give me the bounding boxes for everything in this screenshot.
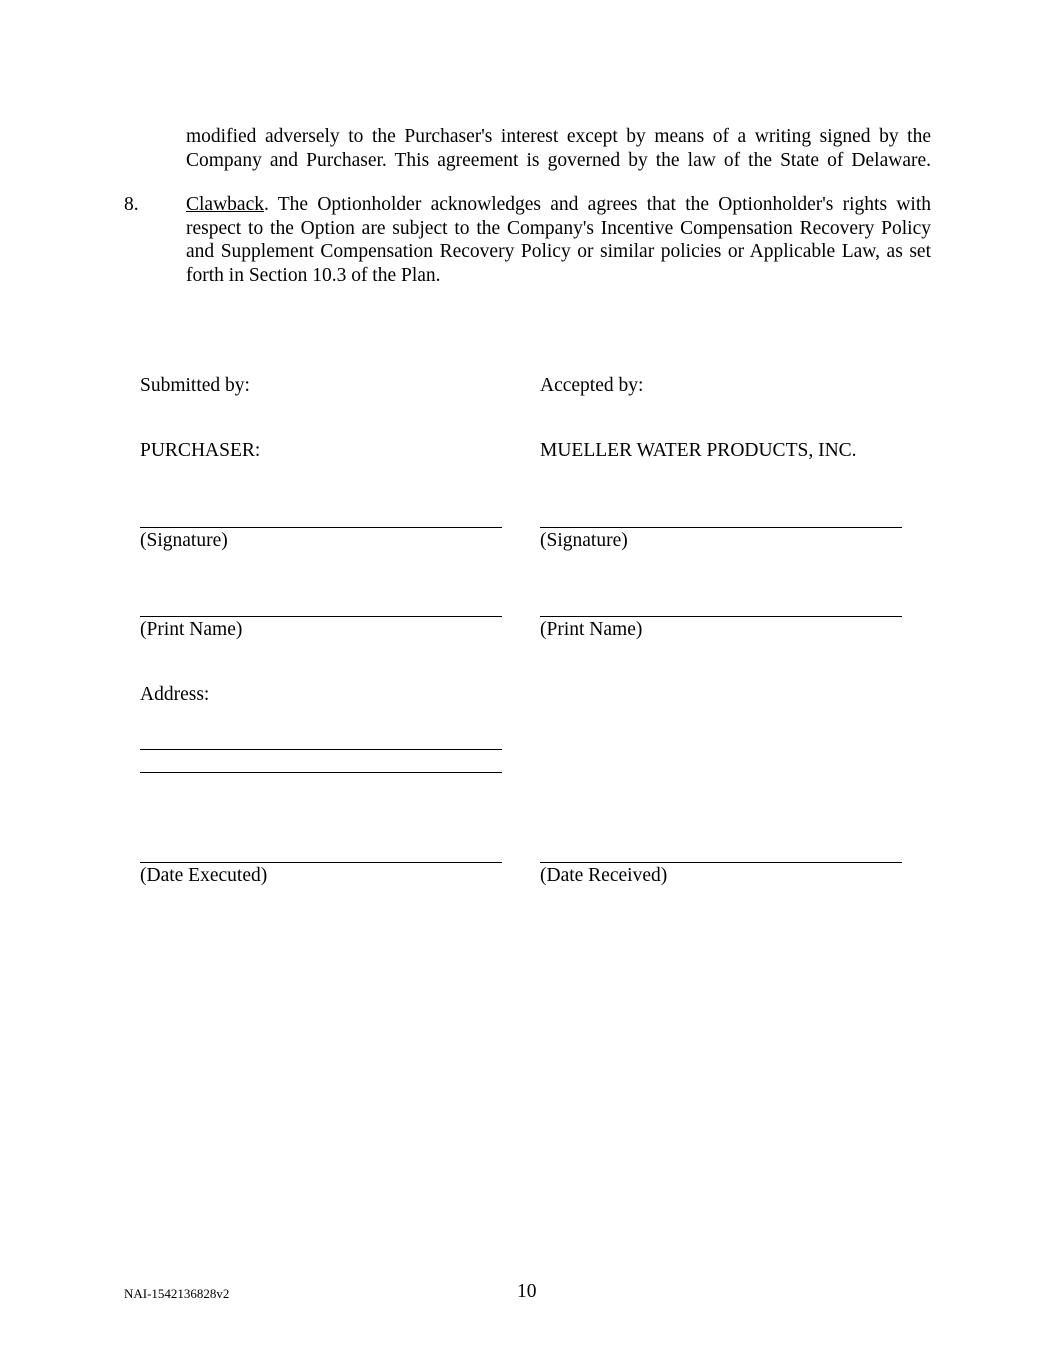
purchaser-print-name-caption: (Print Name) bbox=[140, 619, 243, 640]
document-id: NAI-1542136828v2 bbox=[124, 1286, 230, 1301]
section-8-text: . The Optionholder acknowledges and agrees that the Optionholder's rights with respect to the Option are subject to the Company's Incentive Compensation Recovery Policy and Supplement Compensation Recovery Policy or similar policies or Applicable Law, as set forth in Section 10.3 of the Plan. bbox=[186, 194, 931, 287]
accepted-by-label: Accepted by: bbox=[540, 375, 644, 396]
company-name-label: MUELLER WATER PRODUCTS, INC. bbox=[540, 440, 857, 461]
date-executed-line[interactable] bbox=[140, 862, 502, 863]
address-line-2[interactable] bbox=[140, 772, 502, 773]
date-executed-caption: (Date Executed) bbox=[140, 865, 268, 886]
date-received-line[interactable] bbox=[540, 862, 902, 863]
address-label: Address: bbox=[140, 684, 210, 705]
continuation-paragraph: modified adversely to the Purchaser's interest except by means of a writing signed by the Company and Purchaser. This agreement is governed by the law of the State of Delaware. bbox=[186, 126, 931, 171]
purchaser-signature-line[interactable] bbox=[140, 527, 502, 528]
purchaser-signature-caption: (Signature) bbox=[140, 530, 228, 551]
company-signature-line[interactable] bbox=[540, 527, 902, 528]
date-received-caption: (Date Received) bbox=[540, 865, 668, 886]
company-print-name-caption: (Print Name) bbox=[540, 619, 643, 640]
section-8-number: 8. bbox=[124, 194, 139, 215]
submitted-by-label: Submitted by: bbox=[140, 375, 250, 396]
company-print-name-line[interactable] bbox=[540, 616, 902, 617]
company-signature-caption: (Signature) bbox=[540, 530, 628, 551]
address-line-1[interactable] bbox=[140, 749, 502, 750]
page-number: 10 bbox=[517, 1281, 537, 1302]
section-8-paragraph bbox=[186, 193, 931, 288]
purchaser-print-name-line[interactable] bbox=[140, 616, 502, 617]
purchaser-label: PURCHASER: bbox=[140, 440, 261, 461]
section-8-heading: Clawback bbox=[186, 194, 264, 215]
